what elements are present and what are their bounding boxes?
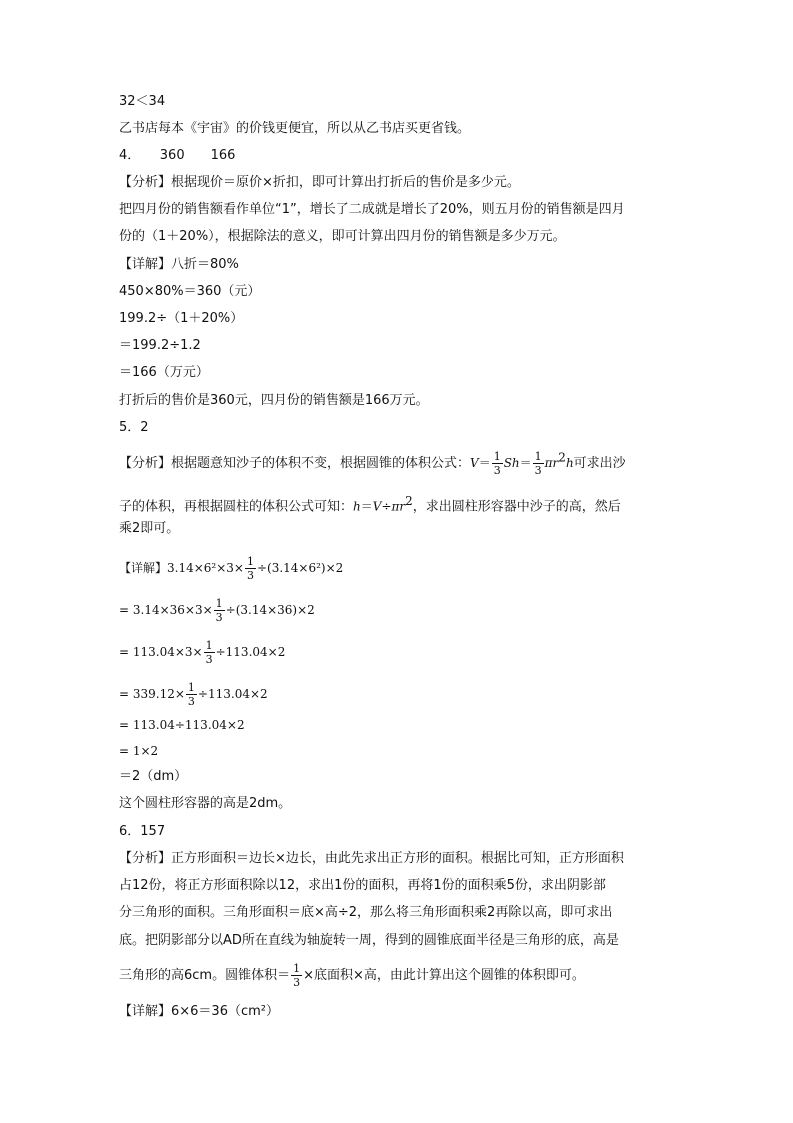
line-18: = 3.14×36×3× $\frac{1}{3}$ ÷(3.14×36)×2 bbox=[119, 597, 315, 624]
line-15: 子的体积，再根据圆柱的体积公式可知：$h=V\div\pi r^2$，求出圆柱形容器中沙子的高，然后 bbox=[119, 494, 621, 515]
fraction-one-third: $\frac{1}{3}$ bbox=[205, 639, 213, 666]
line-11: ＝166（万元） bbox=[119, 365, 209, 380]
line-3: 4． 360 166 bbox=[119, 148, 236, 163]
line-24: 这个圆柱形容器的高是2dm。 bbox=[119, 796, 292, 811]
cylinder-height-formula: h bbox=[353, 499, 361, 514]
cone-formula: V bbox=[470, 456, 479, 470]
line-19: = 113.04×3× $\frac{1}{3}$ ÷113.04×2 bbox=[119, 639, 286, 666]
line-26: 【分析】正方形面积＝边长×边长，由此先求出正方形的面积。根据比可知，正方形面积 bbox=[119, 851, 624, 866]
line-7: 【详解】八折＝80% bbox=[119, 257, 239, 272]
line-30: 三角形的高6cm。圆锥体积＝ $\frac{1}{3}$ ×底面积×高，由此计算出这个圆锥的体积即可。 bbox=[119, 962, 585, 989]
fraction-one-third: $\frac{1}{3}$ bbox=[246, 555, 254, 582]
line-9: 199.2÷（1＋20%） bbox=[119, 311, 244, 326]
line-13: 5．2 bbox=[119, 420, 149, 435]
line-22: = 1×2 bbox=[119, 744, 159, 758]
line-12: 打折后的售价是360元，四月份的销售额是166万元。 bbox=[119, 393, 429, 408]
line-8: 450×80%＝360（元） bbox=[119, 284, 261, 299]
line-28: 分三角形的面积。三角形面积＝底×高÷2，那么将三角形面积乘2再除以高，即可求出 bbox=[119, 905, 613, 920]
fraction-one-third: $\frac{1}{3}$ bbox=[215, 597, 223, 624]
line-25: 6．157 bbox=[119, 824, 166, 839]
line-16: 乘2即可。 bbox=[119, 521, 180, 536]
line-10: ＝199.2÷1.2 bbox=[119, 338, 201, 353]
line-17: 【详解】3.14×6²×3× $\frac{1}{3}$ ÷(3.14×6²)×2 bbox=[119, 555, 344, 582]
line-23: ＝2（dm） bbox=[119, 769, 188, 784]
fraction-one-third: $\frac{1}{3}$ bbox=[187, 681, 195, 708]
fraction-one-third: $\frac{1}{3}$ bbox=[534, 450, 542, 477]
line-20: = 339.12× $\frac{1}{3}$ ÷113.04×2 bbox=[119, 681, 268, 708]
line-14: 【分析】根据题意知沙子的体积不变，根据圆锥的体积公式：V＝ $\frac{1}{3}$ Sh＝ $\frac{1}{3}$ $\pi r^2h$可求出沙 bbox=[119, 450, 626, 477]
line-1: 32＜34 bbox=[119, 94, 166, 109]
line-29: 底。把阴影部分以AD所在直线为轴旋转一周，得到的圆锥底面半径是三角形的底，高是 bbox=[119, 933, 619, 948]
line-2: 乙书店每本《宇宙》的价钱更便宜，所以从乙书店买更省钱。 bbox=[119, 121, 471, 136]
line-6: 份的（1＋20%），根据除法的意义，即可计算出四月份的销售额是多少万元。 bbox=[119, 229, 566, 244]
line-27: 占12份，将正方形面积除以12，求出1份的面积，再将1份的面积乘5份，求出阴影部 bbox=[119, 878, 606, 893]
line-21: = 113.04÷113.04×2 bbox=[119, 718, 245, 732]
line-4: 【分析】根据现价＝原价×折扣，即可计算出打折后的售价是多少元。 bbox=[119, 175, 520, 190]
fraction-one-third: $\frac{1}{3}$ bbox=[293, 962, 301, 989]
line-5: 把四月份的销售额看作单位“1”，增长了二成就是增长了20%，则五月份的销售额是四月 bbox=[119, 202, 625, 217]
line-31: 【详解】6×6＝36（cm²） bbox=[119, 1004, 279, 1019]
fraction-one-third: $\frac{1}{3}$ bbox=[493, 450, 501, 477]
